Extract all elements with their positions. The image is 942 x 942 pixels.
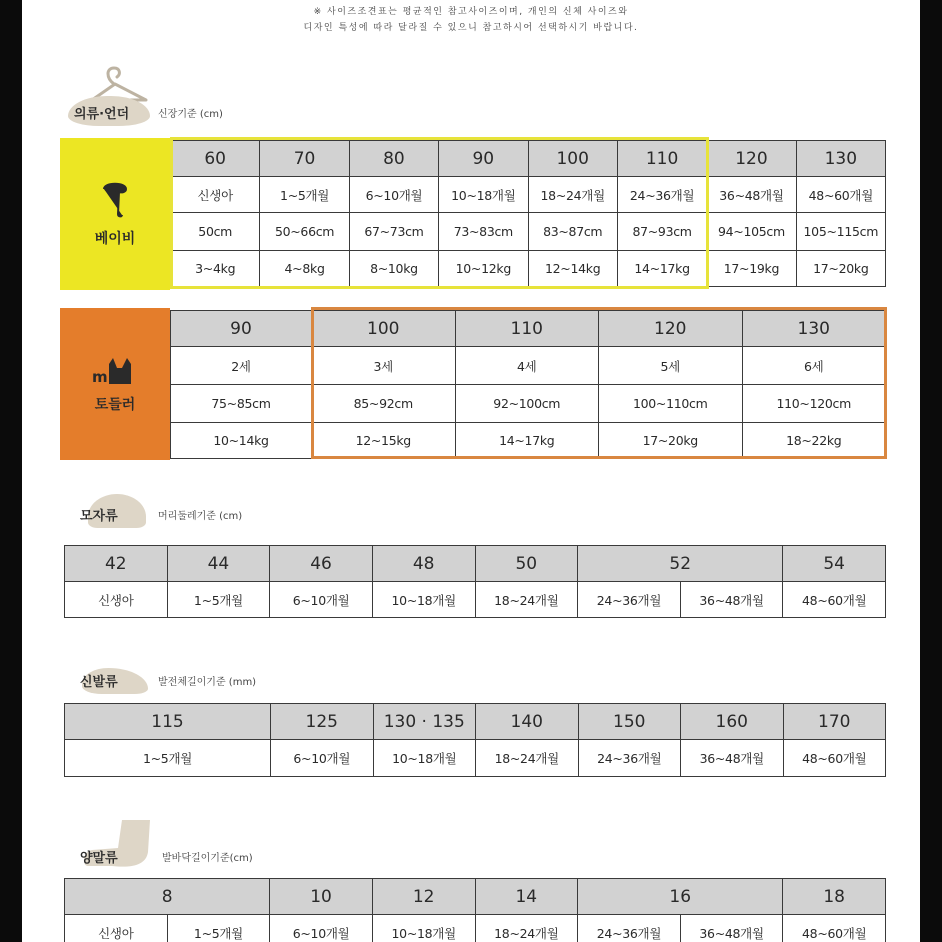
size-cell: 52 bbox=[578, 546, 783, 582]
size-cell: 42 bbox=[65, 546, 168, 582]
toddler-height-row bbox=[171, 385, 886, 423]
age-cell: 6~10개월 bbox=[271, 740, 374, 777]
clothing-title: 의류·언더 bbox=[74, 107, 130, 122]
height-cell: 83~87cm bbox=[528, 213, 617, 251]
age-cell: 6~10개월 bbox=[270, 915, 373, 942]
weight-cell: 18~22kg bbox=[742, 423, 886, 459]
weight-cell: 10~14kg bbox=[171, 423, 312, 459]
toddler-age-row bbox=[171, 347, 886, 385]
size-cell: 160 bbox=[681, 704, 784, 740]
age-cell: 10~18개월 bbox=[373, 740, 476, 777]
size-cell: 110 bbox=[455, 311, 599, 347]
height-cell: 73~83cm bbox=[439, 213, 528, 251]
notice-line-1: ※ 사이즈조견표는 평균적인 참고사이즈이며, 개인의 신체 사이즈와 bbox=[313, 7, 629, 17]
age-cell: 1~5개월 bbox=[65, 740, 271, 777]
age-cell: 신생아 bbox=[171, 177, 260, 213]
socks-size-table bbox=[64, 878, 886, 942]
age-cell: 18~24개월 bbox=[475, 915, 578, 942]
age-cell: 18~24개월 bbox=[475, 582, 578, 618]
height-cell: 105~115cm bbox=[796, 213, 885, 251]
notice-line-2: 디자인 특성에 따라 달라질 수 있으니 참고하시어 선택하시기 바랍니다. bbox=[303, 23, 639, 33]
age-cell: 36~48개월 bbox=[681, 740, 784, 777]
size-cell: 12 bbox=[372, 879, 475, 915]
age-cell: 36~48개월 bbox=[707, 177, 796, 213]
age-cell: 48~60개월 bbox=[783, 915, 886, 942]
toddler-category-panel bbox=[60, 308, 170, 460]
size-cell: 125 bbox=[271, 704, 374, 740]
shoes-section-header bbox=[74, 664, 256, 694]
clothing-subtitle: 신장기준 (cm) bbox=[158, 109, 223, 120]
size-cell: 50 bbox=[475, 546, 578, 582]
size-cell: 100 bbox=[528, 141, 617, 177]
height-cell: 50cm bbox=[171, 213, 260, 251]
age-cell: 36~48개월 bbox=[680, 915, 783, 942]
shoes-size-table bbox=[64, 703, 886, 777]
toddler-weight-row bbox=[171, 423, 886, 459]
age-cell: 24~36개월 bbox=[617, 177, 706, 213]
height-cell: 85~92cm bbox=[312, 385, 456, 423]
hats-age-row bbox=[65, 582, 886, 618]
socks-subtitle: 발바닥길이기준(cm) bbox=[162, 853, 253, 864]
size-cell: 110 bbox=[617, 141, 706, 177]
weight-cell: 12~15kg bbox=[312, 423, 456, 459]
size-cell: 16 bbox=[578, 879, 783, 915]
baby-weight-row bbox=[171, 251, 886, 287]
weight-cell: 12~14kg bbox=[528, 251, 617, 287]
weight-cell: 4~8kg bbox=[260, 251, 349, 287]
baby-category-panel bbox=[60, 138, 170, 290]
age-cell: 6세 bbox=[742, 347, 886, 385]
socks-age-row bbox=[65, 915, 886, 942]
height-cell: 100~110cm bbox=[599, 385, 743, 423]
socks-section-header bbox=[74, 818, 253, 870]
height-cell: 75~85cm bbox=[171, 385, 312, 423]
size-cell: 80 bbox=[349, 141, 438, 177]
weight-cell: 10~12kg bbox=[439, 251, 528, 287]
socks-size-row bbox=[65, 879, 886, 915]
age-cell: 24~36개월 bbox=[578, 582, 681, 618]
age-cell: 18~24개월 bbox=[476, 740, 579, 777]
age-cell: 48~60개월 bbox=[796, 177, 885, 213]
baby-age-row bbox=[171, 177, 886, 213]
age-cell: 2세 bbox=[171, 347, 312, 385]
age-cell: 10~18개월 bbox=[439, 177, 528, 213]
hats-section-header bbox=[74, 494, 242, 528]
height-cell: 110~120cm bbox=[742, 385, 886, 423]
size-cell: 120 bbox=[599, 311, 743, 347]
size-cell: 44 bbox=[167, 546, 270, 582]
age-cell: 24~36개월 bbox=[578, 740, 681, 777]
baby-label: 베이비 bbox=[94, 231, 136, 247]
age-cell: 48~60개월 bbox=[783, 740, 886, 777]
socks-title: 양말류 bbox=[80, 851, 118, 866]
toddler-size-row bbox=[171, 311, 886, 347]
weight-cell: 3~4kg bbox=[171, 251, 260, 287]
size-cell: 120 bbox=[707, 141, 796, 177]
toddler-clothes-icon bbox=[92, 354, 138, 386]
baby-height-row bbox=[171, 213, 886, 251]
size-cell: 100 bbox=[312, 311, 456, 347]
size-cell: 130 bbox=[742, 311, 886, 347]
age-cell: 48~60개월 bbox=[783, 582, 886, 618]
hats-size-table bbox=[64, 545, 886, 618]
weight-cell: 14~17kg bbox=[455, 423, 599, 459]
size-cell: 18 bbox=[783, 879, 886, 915]
age-cell: 3세 bbox=[312, 347, 456, 385]
size-cell: 130 bbox=[796, 141, 885, 177]
baby-size-row bbox=[171, 141, 886, 177]
age-cell: 18~24개월 bbox=[528, 177, 617, 213]
size-chart-page bbox=[22, 0, 920, 942]
size-cell: 90 bbox=[439, 141, 528, 177]
size-cell: 140 bbox=[476, 704, 579, 740]
height-cell: 94~105cm bbox=[707, 213, 796, 251]
size-cell: 48 bbox=[372, 546, 475, 582]
age-cell: 10~18개월 bbox=[372, 582, 475, 618]
height-cell: 67~73cm bbox=[349, 213, 438, 251]
shoes-title: 신발류 bbox=[80, 675, 118, 690]
size-cell: 8 bbox=[65, 879, 270, 915]
age-cell: 5세 bbox=[599, 347, 743, 385]
age-cell: 1~5개월 bbox=[167, 582, 270, 618]
size-cell: 130 · 135 bbox=[373, 704, 476, 740]
baby-onesie-icon bbox=[100, 180, 130, 220]
toddler-size-table bbox=[170, 310, 886, 459]
age-cell: 6~10개월 bbox=[349, 177, 438, 213]
age-cell: 6~10개월 bbox=[270, 582, 373, 618]
toddler-label: 토들러 bbox=[94, 397, 136, 413]
size-cell: 115 bbox=[65, 704, 271, 740]
size-cell: 150 bbox=[578, 704, 681, 740]
weight-cell: 8~10kg bbox=[349, 251, 438, 287]
size-cell: 54 bbox=[783, 546, 886, 582]
weight-cell: 14~17kg bbox=[617, 251, 706, 287]
age-cell: 10~18개월 bbox=[372, 915, 475, 942]
age-cell: 1~5개월 bbox=[167, 915, 270, 942]
size-cell: 14 bbox=[475, 879, 578, 915]
shoes-size-row bbox=[65, 704, 886, 740]
age-cell: 신생아 bbox=[65, 582, 168, 618]
age-cell: 1~5개월 bbox=[260, 177, 349, 213]
clothing-section-header bbox=[68, 96, 223, 126]
size-cell: 70 bbox=[260, 141, 349, 177]
hats-subtitle: 머리둘레기준 (cm) bbox=[158, 511, 243, 522]
hats-size-row bbox=[65, 546, 886, 582]
size-cell: 46 bbox=[270, 546, 373, 582]
baby-size-table bbox=[170, 140, 886, 287]
height-cell: 50~66cm bbox=[260, 213, 349, 251]
age-cell: 4세 bbox=[455, 347, 599, 385]
weight-cell: 17~19kg bbox=[707, 251, 796, 287]
size-cell: 90 bbox=[171, 311, 312, 347]
weight-cell: 17~20kg bbox=[599, 423, 743, 459]
height-cell: 87~93cm bbox=[617, 213, 706, 251]
shoes-age-row bbox=[65, 740, 886, 777]
size-cell: 170 bbox=[783, 704, 886, 740]
age-cell: 24~36개월 bbox=[578, 915, 681, 942]
svg-text:m: m bbox=[92, 368, 108, 386]
weight-cell: 17~20kg bbox=[796, 251, 885, 287]
hats-title: 모자류 bbox=[80, 509, 118, 524]
age-cell: 신생아 bbox=[65, 915, 168, 942]
size-cell: 60 bbox=[171, 141, 260, 177]
height-cell: 92~100cm bbox=[455, 385, 599, 423]
age-cell: 36~48개월 bbox=[680, 582, 783, 618]
size-cell: 10 bbox=[270, 879, 373, 915]
shoes-subtitle: 발전체길이기준 (mm) bbox=[158, 677, 257, 688]
